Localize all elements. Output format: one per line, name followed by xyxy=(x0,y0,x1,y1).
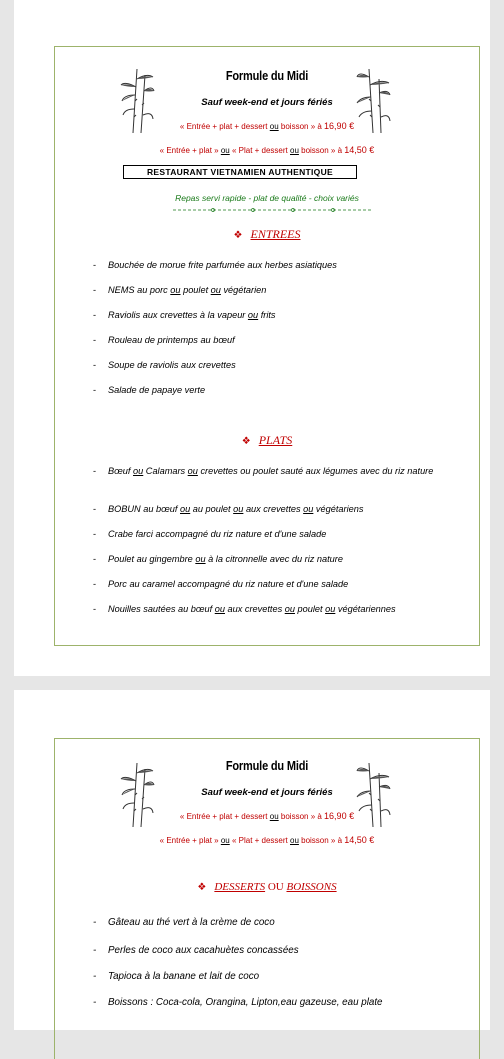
list-dash: - xyxy=(93,917,97,928)
list-item-text: Perles de coco aux cacahuètes concassées xyxy=(108,945,299,956)
list-item-text: Rouleau de printemps au bœuf xyxy=(108,335,235,345)
menu-frame xyxy=(54,46,480,646)
section-heading-plats: ❖ PLATS xyxy=(241,433,293,447)
list-dash: - xyxy=(93,554,97,564)
service-tagline: Repas servi rapide - plat de qualité - choix variés xyxy=(175,193,359,203)
menu-title: Formule du Midi xyxy=(225,759,309,773)
list-dash: - xyxy=(93,971,97,982)
menu-subtitle: Sauf week-end et jours fériés xyxy=(201,97,333,108)
list-item-text: Porc au caramel accompagné du riz nature et d'une salade xyxy=(108,579,349,589)
list-dash: - xyxy=(93,335,97,345)
list-dash: - xyxy=(93,604,97,614)
list-item-text: Gâteau au thé vert à la crème de coco xyxy=(108,917,275,928)
list-dash: - xyxy=(93,385,97,395)
list-item-text: BOBUN au bœuf ou au poulet ou aux crevettes ou végétariens xyxy=(108,504,364,514)
diamond-bullet-icon: ❖ xyxy=(197,882,207,893)
diamond-bullet-icon: ❖ xyxy=(241,436,251,447)
list-item-text: Boissons : Coca-cola, Orangina, Lipton,eau gazeuse, eau plate xyxy=(108,997,383,1008)
section-heading-entrees: ❖ ENTREES xyxy=(233,227,301,241)
list-item-text: Soupe de raviolis aux crevettes xyxy=(108,360,236,370)
menu-subtitle: Sauf week-end et jours fériés xyxy=(201,787,333,798)
formula-full-price: « Entrée + plat + dessert ou boisson » à 16,90 € xyxy=(179,811,355,821)
list-dash: - xyxy=(93,285,97,295)
list-item-text: Raviolis aux crevettes à la vapeur ou frits xyxy=(108,310,276,320)
list-dash: - xyxy=(93,310,97,320)
list-item-text: Bœuf ou Calamars ou crevettes ou poulet sauté aux légumes avec du riz nature xyxy=(108,466,434,476)
list-dash: - xyxy=(93,945,97,956)
list-item-text: Tapioca à la banane et lait de coco xyxy=(108,971,260,982)
menu-frame xyxy=(54,738,480,1059)
menu-page-1 xyxy=(14,0,490,676)
decorative-divider xyxy=(173,207,373,213)
list-item-text: Poulet au gingembre ou à la citronnelle avec du riz nature xyxy=(108,554,343,564)
list-dash: - xyxy=(93,360,97,370)
list-item-text: Crabe farci accompagné du riz nature et d'une salade xyxy=(108,529,327,539)
list-item-text: NEMS au porc ou poulet ou végétarien xyxy=(108,285,267,295)
section-heading-desserts: ❖ DESSERTS OU BOISSONS xyxy=(197,881,337,893)
list-dash: - xyxy=(93,504,97,514)
formula-short-price: « Entrée + plat » ou « Plat + dessert ou boisson » à 14,50 € xyxy=(159,145,375,155)
menu-page-2 xyxy=(14,690,490,1030)
list-item-text: Bouchée de morue frite parfumée aux herbes asiatiques xyxy=(108,260,337,270)
list-item-text: Nouilles sautées au bœuf ou aux crevettes ou poulet ou végétariennes xyxy=(108,604,396,614)
menu-title: Formule du Midi xyxy=(225,69,309,83)
formula-full-price: « Entrée + plat + dessert ou boisson » à 16,90 € xyxy=(179,121,355,131)
restaurant-banner: RESTAURANT VIETNAMIEN AUTHENTIQUE xyxy=(123,165,357,179)
diamond-bullet-icon: ❖ xyxy=(233,230,243,241)
list-item-text: Salade de papaye verte xyxy=(108,385,206,395)
list-dash: - xyxy=(93,529,97,539)
list-dash: - xyxy=(93,997,97,1008)
formula-short-price: « Entrée + plat » ou « Plat + dessert ou boisson » à 14,50 € xyxy=(159,835,375,845)
list-dash: - xyxy=(93,260,97,270)
list-dash: - xyxy=(93,466,97,476)
list-dash: - xyxy=(93,579,97,589)
